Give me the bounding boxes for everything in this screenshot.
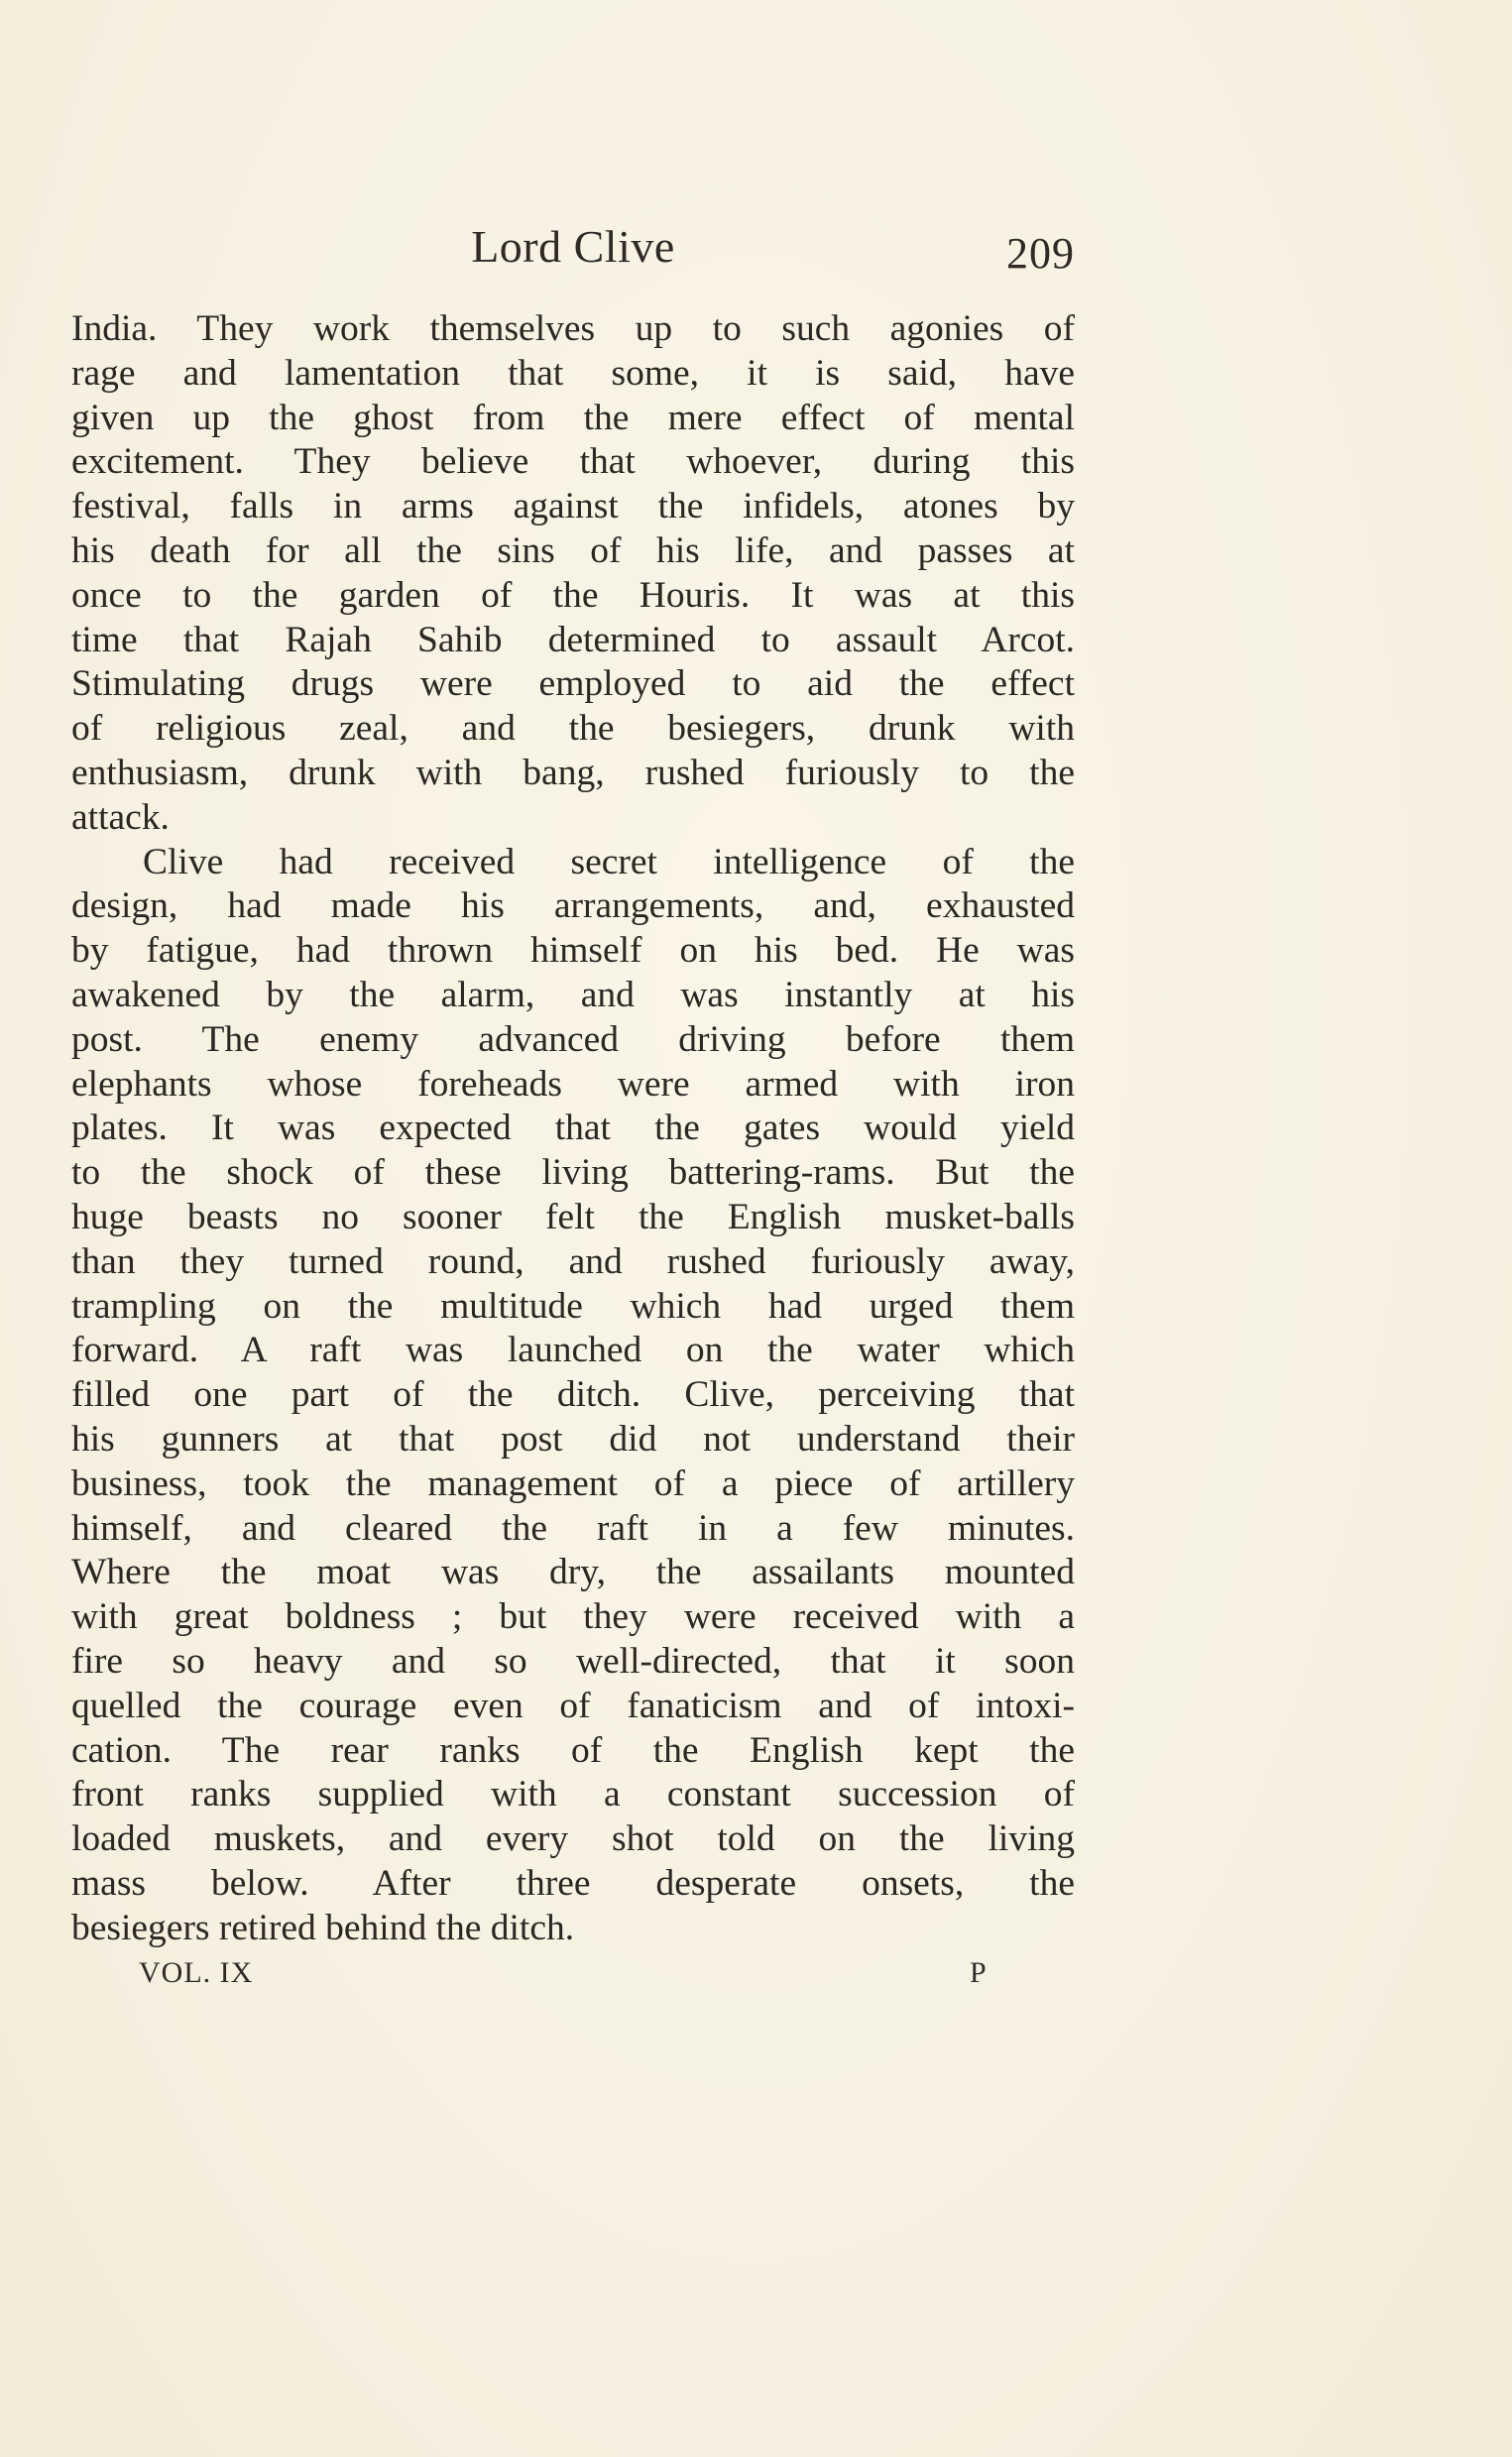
text-line: cation. The rear ranks of the English kept the: [71, 1729, 1075, 1771]
text-line: festival, falls in arms against the infidels, atones by: [71, 486, 1075, 527]
text-line: front ranks supplied with a constant succession of: [71, 1774, 1075, 1815]
text-line: post. The enemy advanced driving before them: [71, 1018, 1075, 1060]
paragraph: [71, 307, 1075, 841]
text-line: besiegers retired behind the ditch.: [71, 1907, 575, 1948]
text-line: once to the garden of the Houris. It was at this: [71, 574, 1075, 616]
text-line: design, had made his arrangements, and, exhausted: [71, 885, 1075, 927]
text-line: given up the ghost from the mere effect of mental: [71, 397, 1075, 438]
page-number: 209: [1006, 229, 1075, 278]
text-line: Where the moat was dry, the assailants mounted: [71, 1552, 1075, 1593]
text-line: India. They work themselves up to such agonies of: [71, 308, 1075, 349]
text-line: enthusiasm, drunk with bang, rushed furiously to the: [71, 752, 1075, 793]
text-line: rage and lamentation that some, it is said, have: [71, 352, 1075, 394]
text-line: awakened by the alarm, and was instantly at his: [71, 974, 1075, 1015]
body-text: [71, 307, 1075, 1950]
text-line: business, took the management of a piece of artillery: [71, 1462, 1075, 1504]
text-line: Stimulating drugs were employed to aid the effect: [71, 663, 1075, 705]
text-line: fire so heavy and so well-directed, that it soon: [71, 1640, 1075, 1682]
text-line: quelled the courage even of fanaticism and of intoxi-: [71, 1685, 1075, 1726]
page-footer: [71, 1956, 1075, 1996]
text-line: filled one part of the ditch. Clive, perceiving that: [71, 1374, 1075, 1416]
running-head: [71, 220, 1075, 290]
text-line: attack.: [71, 796, 170, 838]
text-line: time that Rajah Sahib determined to assault Arcot.: [71, 619, 1075, 660]
text-line: huge beasts no sooner felt the English musket-balls: [71, 1196, 1075, 1237]
paragraphs: [71, 307, 1075, 1950]
text-line: himself, and cleared the raft in a few minutes.: [71, 1507, 1075, 1549]
text-line: to the shock of these living battering-rams. But the: [71, 1152, 1075, 1194]
text-line: loaded muskets, and every shot told on the living: [71, 1818, 1075, 1860]
text-line: trampling on the multitude which had urged them: [71, 1285, 1075, 1327]
signature-mark: P: [970, 1956, 988, 1989]
text-line: his gunners at that post did not understand their: [71, 1418, 1075, 1460]
running-title: Lord Clive: [471, 221, 675, 272]
text-line: with great boldness ; but they were received with a: [71, 1596, 1075, 1638]
text-line: his death for all the sins of his life, and passes at: [71, 529, 1075, 571]
text-line: mass below. After three desperate onsets, the: [71, 1862, 1075, 1904]
text-line: elephants whose foreheads were armed with iron: [71, 1063, 1075, 1105]
text-line: than they turned round, and rushed furiously away,: [71, 1240, 1075, 1282]
text-line: of religious zeal, and the besiegers, drunk with: [71, 708, 1075, 750]
text-line: plates. It was expected that the gates would yield: [71, 1108, 1075, 1149]
paragraph: [71, 841, 1075, 1951]
text-line: by fatigue, had thrown himself on his bed. He was: [71, 930, 1075, 972]
volume-signature: VOL. IX: [139, 1956, 254, 1989]
text-line: excitement. They believe that whoever, during this: [71, 441, 1075, 483]
text-line: Clive had received secret intelligence of the: [143, 841, 1075, 882]
text-line: forward. A raft was launched on the water which: [71, 1330, 1075, 1371]
